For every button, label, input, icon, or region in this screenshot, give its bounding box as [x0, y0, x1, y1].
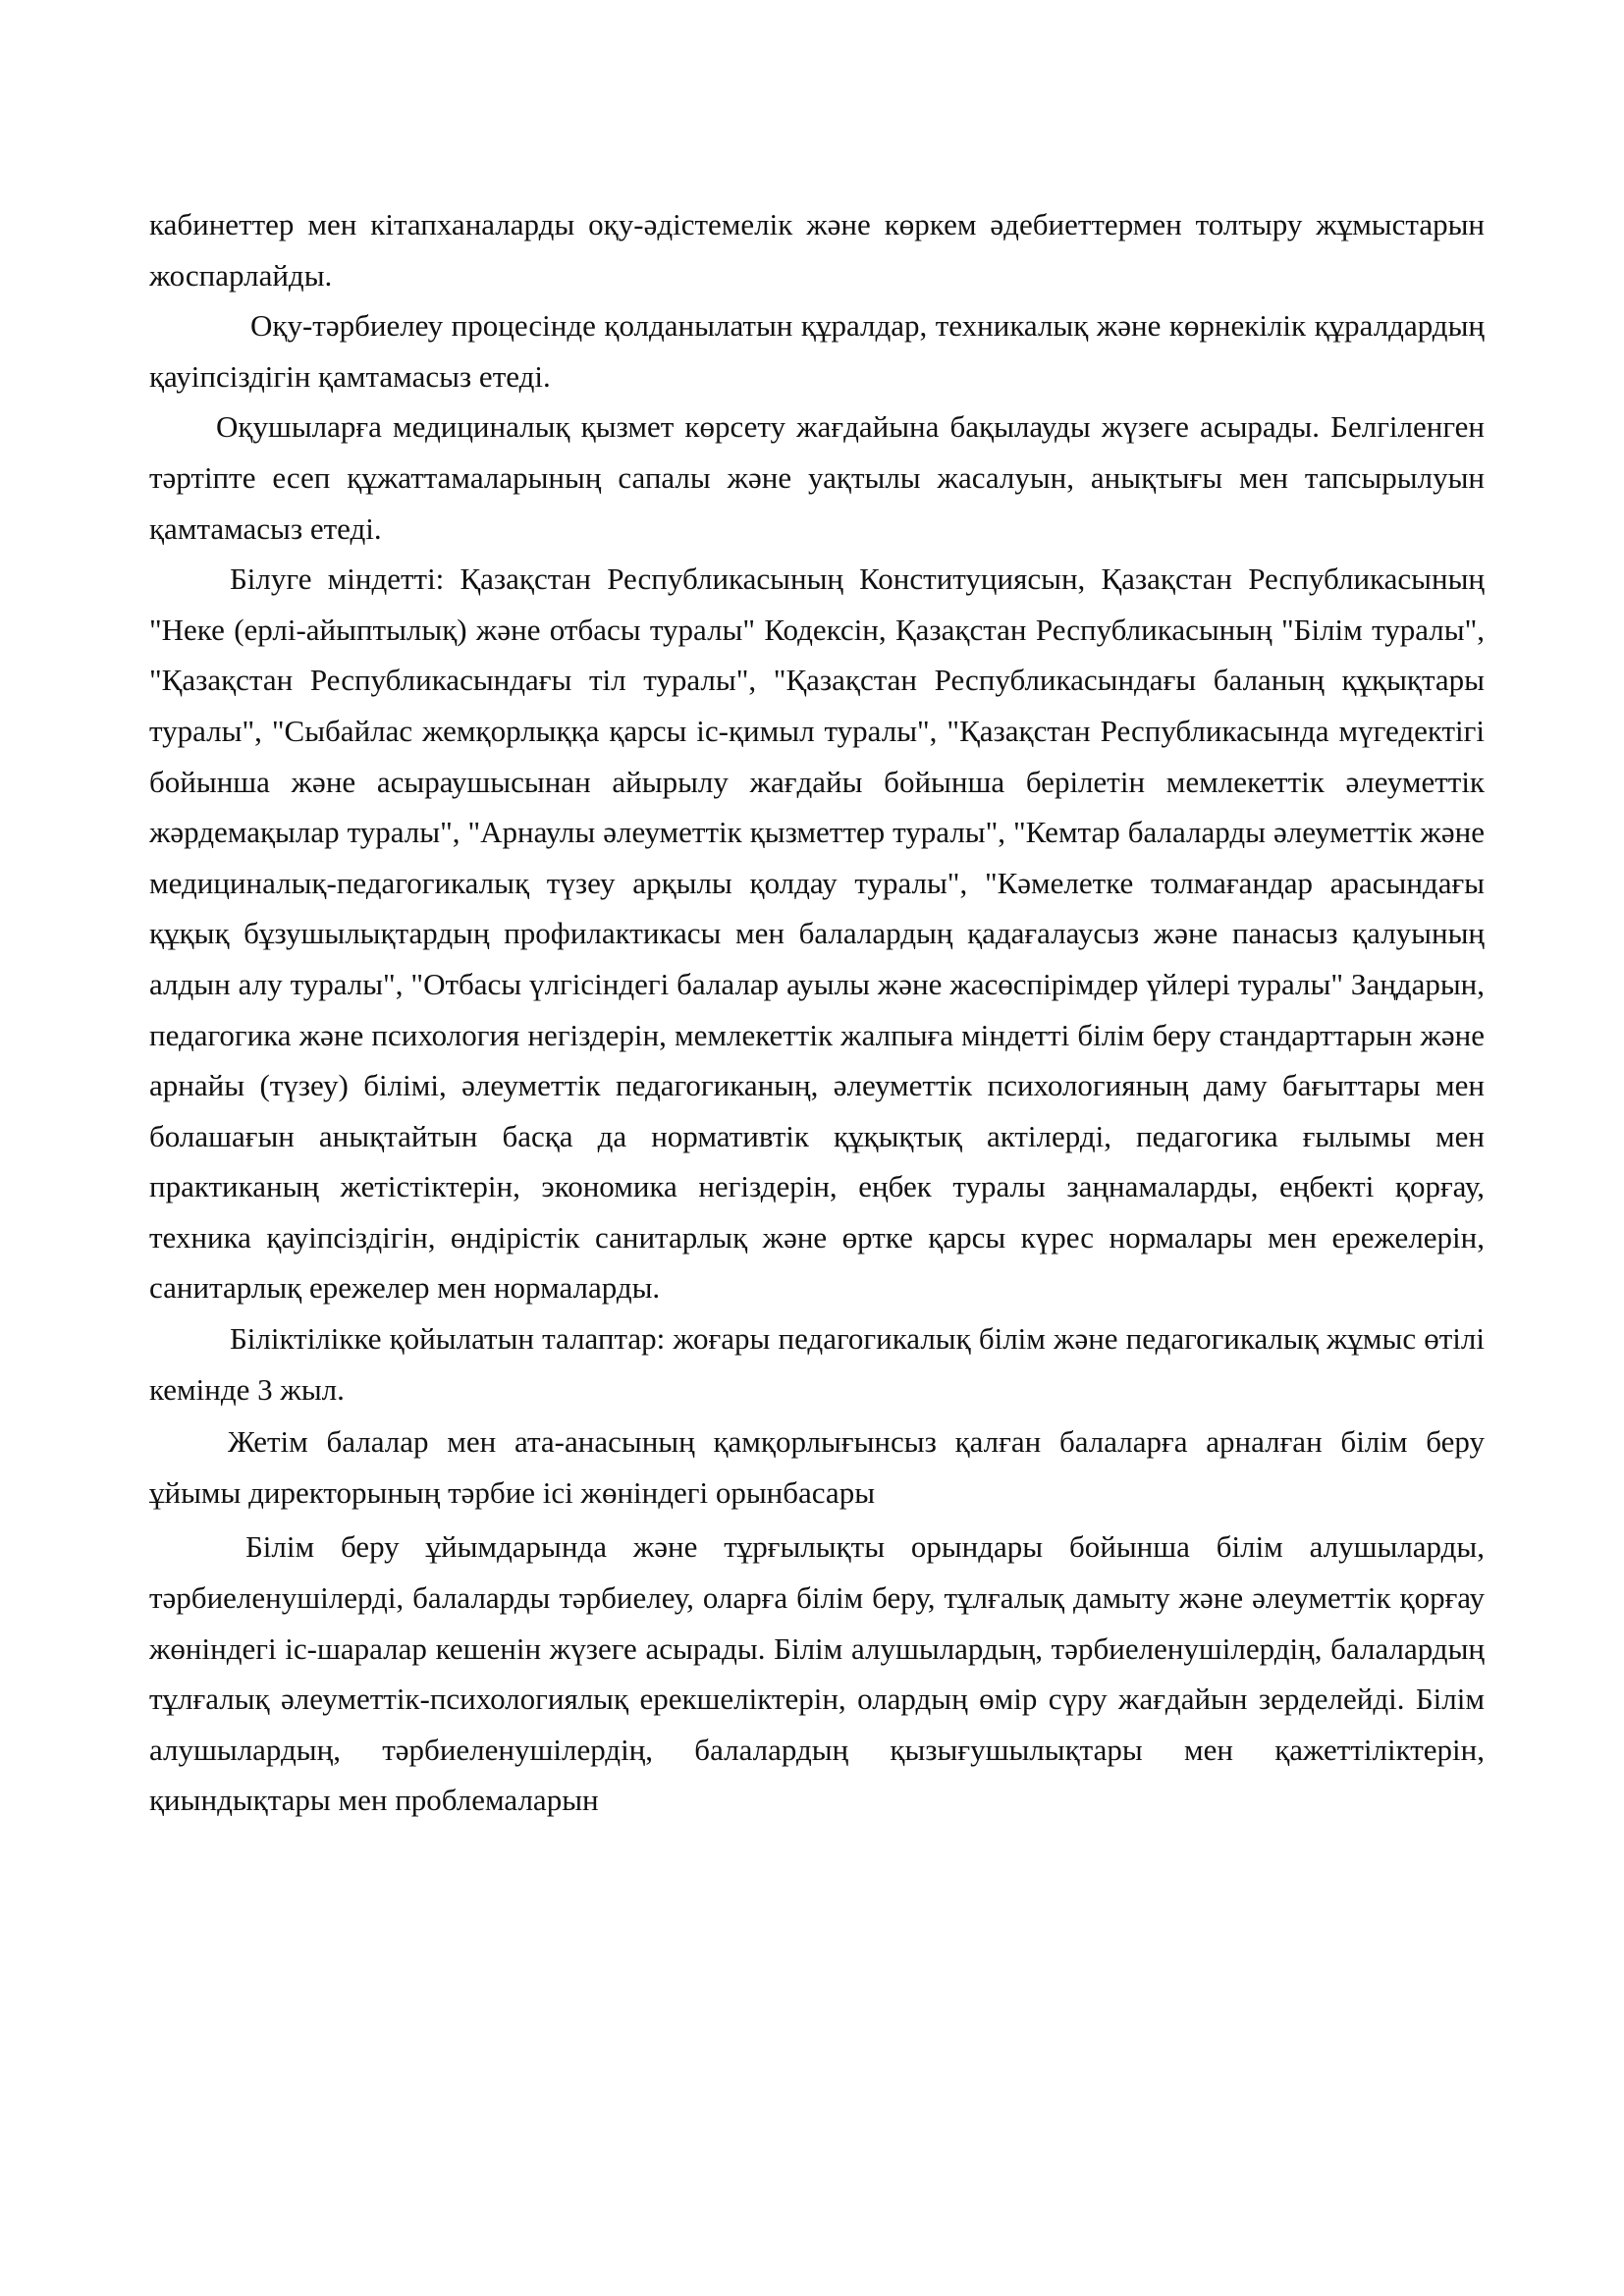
- section-heading-deputy-director: Жетім балалар мен ата-анасының қамқорлығынсыз қалған балаларға арналған білім беру ұйымы директорының тәрбие ісі жөніндегі орынбасары: [149, 1424, 1485, 1510]
- paragraph-medical-service: Оқушыларға медициналық қызмет көрсету жағдайына бақылауды жүзеге асырады. Белгіленген тәртіпте есеп құжаттамаларының сапалы және уақтылы жасалуын, анықтығы мен тапсырылуын қамтамасыз етеді.: [149, 409, 1485, 546]
- paragraph-library-planning: кабинеттер мен кітапханаларды оқу-әдістемелік және көркем әдебиеттермен толтыру жұмыстарын жоспарлайды.: [149, 207, 1485, 293]
- paragraph-duties: Білім беру ұйымдарында және тұрғылықты орындары бойынша білім алушыларды, тәрбиеленушілерді, балаларды тәрбиелеу, оларға білім беру, тұлғалық дамыту және әлеуметтік қорғау жөніндегі іс-шаралар кешенін жүзеге асырады. Білім алушылардың, тәрбиеленушілердің, балалардың тұлғалық әлеуметтік-психологиялық ерекшеліктерін, олардың өмір сүру жағдайын зерделейді. Білім алушылардың, тәрбиеленушілердің, балалардың қызығушылықтары мен қажеттіліктерін, қиындықтары мен проблемаларын: [149, 1529, 1485, 1818]
- document-page: [149, 199, 1485, 1826]
- paragraph-must-know: Білуге міндетті: Қазақстан Республикасының Конституциясын, Қазақстан Республикасының "Неке (ерлі-айыптылық) және отбасы туралы" Кодексін, Қазақстан Республикасының "Білім туралы", "Қазақстан Республикасындағы тіл туралы", "Қазақстан Республикасындағы баланың құқықтары туралы", "Сыбайлас жемқорлыққа қарсы іс-қимыл туралы", "Қазақстан Республикасында мүгедектігі бойынша және асыраушысынан айырылу жағдайы бойынша берілетін мемлекеттік әлеуметтік жәрдемақылар туралы", "Арнаулы әлеуметтік қызметтер туралы", "Кемтар балаларды әлеуметтік және медициналық-педагогикалық түзеу арқылы қолдау туралы", "Кәмелетке толмағандар арасындағы құқық бұзушылықтардың профилактикасы мен балалардың қадағалаусыз және панасыз қалуының алдын алу туралы", "Отбасы үлгісіндегі балалар ауылы және жасөспірімдер үйлері туралы" Заңдарын, педагогика және психология негіздерін, мемлекеттік жалпыға міндетті білім беру стандарттарын және арнайы (түзеу) білімі, әлеуметтік педагогиканың, әлеуметтік психологияның даму бағыттары мен болашағын анықтайтын басқа да нормативтік құқықтық актілерді, педагогика ғылымы мен практиканың жетістіктерін, экономика негіздерін, еңбек туралы заңнамаларды, еңбекті қорғау, техника қауіпсіздігін, өндірістік санитарлық және өртке қарсы күрес нормалары мен ережелерін, санитарлық ережелер мен нормаларды.: [149, 561, 1485, 1306]
- paragraph-equipment-safety: Оқу-тәрбиелеу процесінде қолданылатын құралдар, техникалық және көрнекілік құралдардың қауіпсіздігін қамтамасыз етеді.: [149, 308, 1485, 394]
- paragraph-qualification-requirements: Біліктілікке қойылатын талаптар: жоғары педагогикалық білім және педагогикалық жұмыс өтілі кемінде 3 жыл.: [149, 1321, 1485, 1407]
